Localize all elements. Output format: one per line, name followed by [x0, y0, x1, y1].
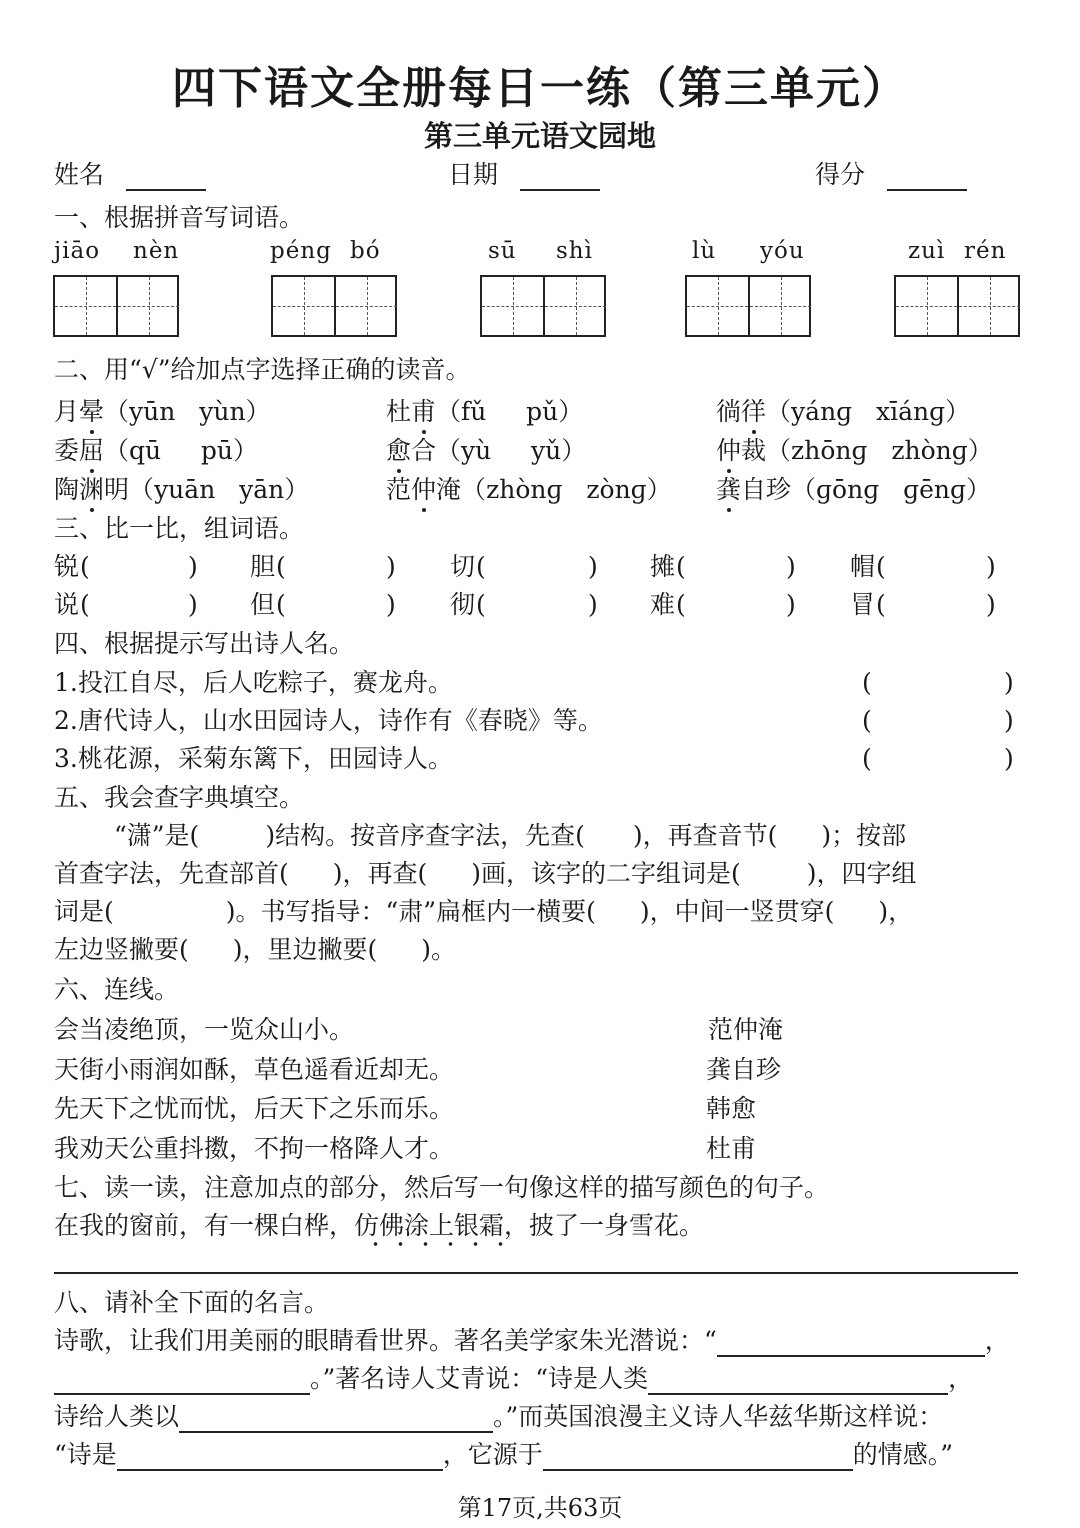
- writing-grid[interactable]: [685, 275, 811, 337]
- q7-heading: 七、读一读，注意加点的部分，然后写一句像这样的描写颜色的句子。: [54, 1173, 830, 1202]
- poet-name[interactable]: 杜甫: [706, 1134, 757, 1163]
- date-label: 日期: [448, 160, 499, 189]
- poem-line[interactable]: 先天下之忧而忧，后天下之乐而乐。: [54, 1094, 455, 1123]
- page-subtitle: 第三单元语文园地: [423, 119, 656, 153]
- pron-item: 陶渊明（yuān yān）: [54, 475, 310, 504]
- pron-item: 龚自珍（ɡōnɡ ɡēnɡ）: [716, 475, 991, 504]
- poet-name[interactable]: 范仲淹: [708, 1015, 784, 1044]
- compare-char: 切: [450, 552, 476, 581]
- q6-heading: 六、连线。: [54, 975, 180, 1004]
- pinyin-1a: jiāo: [54, 238, 101, 264]
- dict-line: 首查字法，先查部首( )，再查( )画，该字的二字组词是( )，四字组: [54, 859, 917, 888]
- pinyin-1b: nèn: [133, 238, 180, 264]
- compare-char: 帽: [850, 552, 876, 581]
- pinyin-5a: zuì: [908, 238, 946, 264]
- poem-line[interactable]: 我劝天公重抖擞，不拘一格降人才。: [54, 1134, 455, 1163]
- quote-line: “诗是 ，它源于 的情感。”: [54, 1440, 954, 1469]
- date-field: [448, 159, 600, 191]
- pinyin-4a: lù: [692, 238, 717, 264]
- date-blank[interactable]: [520, 163, 600, 191]
- quote-line: 诗给人类以 。”而英国浪漫主义诗人华兹华斯这样说：: [54, 1402, 944, 1431]
- word-blank[interactable]: (: [876, 552, 886, 581]
- writing-grid[interactable]: [53, 275, 179, 337]
- poet-clue: 1.投江自尽，后人吃粽子，赛龙舟。: [54, 668, 453, 697]
- pron-item: 范仲淹（zhònɡ zònɡ）: [386, 475, 672, 504]
- page-number: 第17页,共63页: [457, 1494, 623, 1522]
- q4-heading: 四、根据提示写出诗人名。: [54, 629, 355, 658]
- name-label: 姓名: [54, 160, 105, 189]
- pron-item: 杜甫（fǔ pǔ）: [386, 397, 584, 426]
- word-blank[interactable]: (: [276, 590, 286, 619]
- quote-blank[interactable]: [54, 1367, 310, 1395]
- word-blank[interactable]: (: [476, 552, 486, 581]
- pinyin-5b: rén: [964, 238, 1007, 264]
- q8-heading: 八、请补全下面的名言。: [54, 1288, 330, 1317]
- q1-heading: 一、根据拼音写词语。: [54, 203, 305, 232]
- dict-line: 词是( )。书写指导：“肃”扁框内一横要( )，中间一竖贯穿( )，: [54, 897, 914, 926]
- pron-item: 愈合（yù yǔ）: [386, 436, 587, 465]
- word-blank[interactable]: (: [676, 552, 686, 581]
- poet-clue: 2.唐代诗人，山水田园诗人，诗作有《春晓》等。: [54, 706, 603, 735]
- example-sentence: 在我的窗前，有一棵白桦，仿佛涂上银霜，披了一身雪花。: [54, 1210, 704, 1242]
- dict-line: “潇”是( )结构。按音序查字法，先查( )，再查音节( )；按部: [114, 821, 907, 850]
- word-blank[interactable]: (: [476, 590, 486, 619]
- poet-answer-blank[interactable]: (: [862, 668, 872, 697]
- compare-char: 难: [650, 590, 676, 619]
- quote-blank[interactable]: [179, 1405, 493, 1433]
- quote-line: 。”著名诗人艾青说：“诗是人类 ，: [54, 1363, 973, 1395]
- quote-blank[interactable]: [543, 1443, 853, 1471]
- compare-char: 摊: [650, 552, 676, 581]
- name-blank[interactable]: [126, 163, 206, 191]
- dotted-phrase: 仿佛涂上银霜: [354, 1211, 504, 1247]
- pinyin-3a: sū: [488, 238, 517, 264]
- compare-char: 锐: [54, 552, 80, 581]
- q2-heading: 二、用“√”给加点字选择正确的读音。: [54, 355, 471, 384]
- pinyin-3b: shì: [556, 238, 593, 264]
- word-blank[interactable]: (: [876, 590, 886, 619]
- writing-grid[interactable]: [480, 275, 606, 337]
- poet-name[interactable]: 韩愈: [706, 1094, 757, 1123]
- compare-char: 胆: [250, 552, 276, 581]
- answer-line[interactable]: [54, 1272, 1018, 1274]
- pinyin-2a: péng: [270, 238, 332, 264]
- name-field: [54, 159, 206, 191]
- q5-heading: 五、我会查字典填空。: [54, 783, 305, 812]
- word-blank[interactable]: (: [80, 590, 90, 619]
- poet-name[interactable]: 龚自珍: [706, 1055, 782, 1084]
- score-label: 得分: [815, 160, 866, 189]
- pron-item: 月晕（yūn yùn）: [54, 397, 271, 426]
- word-blank[interactable]: (: [276, 552, 286, 581]
- q3-heading: 三、比一比，组词语。: [54, 514, 305, 543]
- score-blank[interactable]: [887, 163, 967, 191]
- compare-char: 说: [54, 590, 80, 619]
- pron-item: 徜徉（yánɡ xīánɡ）: [716, 397, 971, 426]
- writing-grid[interactable]: [271, 275, 397, 337]
- quote-blank[interactable]: [717, 1329, 985, 1357]
- poem-line[interactable]: 天街小雨润如酥，草色遥看近却无。: [54, 1055, 455, 1084]
- page-title: 四下语文全册每日一练（第三单元）: [172, 63, 908, 114]
- word-blank[interactable]: (: [676, 590, 686, 619]
- pron-item: 委屈（qū pū）: [54, 436, 259, 465]
- poet-clue: 3.桃花源，采菊东篱下，田园诗人。: [54, 744, 453, 773]
- poet-answer-blank[interactable]: (: [862, 744, 872, 773]
- compare-char: 冒: [850, 590, 876, 619]
- word-blank[interactable]: (: [80, 552, 90, 581]
- quote-line: 诗歌，让我们用美丽的眼睛看世界。著名美学家朱光潜说：“ ，: [54, 1326, 1010, 1355]
- compare-char: 彻: [450, 590, 476, 619]
- pinyin-4b: yóu: [760, 238, 805, 264]
- pron-item: 仲裁（zhōnɡ zhònɡ）: [716, 436, 993, 465]
- poet-answer-blank[interactable]: (: [862, 706, 872, 735]
- score-field: [815, 159, 967, 191]
- poem-line[interactable]: 会当凌绝顶，一览众山小。: [54, 1015, 355, 1044]
- writing-grid[interactable]: [894, 275, 1020, 337]
- pinyin-2b: bó: [350, 238, 381, 264]
- quote-blank[interactable]: [117, 1443, 443, 1471]
- dict-line: 左边竖撇要( )，里边撇要( )。: [54, 935, 457, 964]
- quote-blank[interactable]: [648, 1367, 948, 1395]
- compare-char: 但: [250, 590, 276, 619]
